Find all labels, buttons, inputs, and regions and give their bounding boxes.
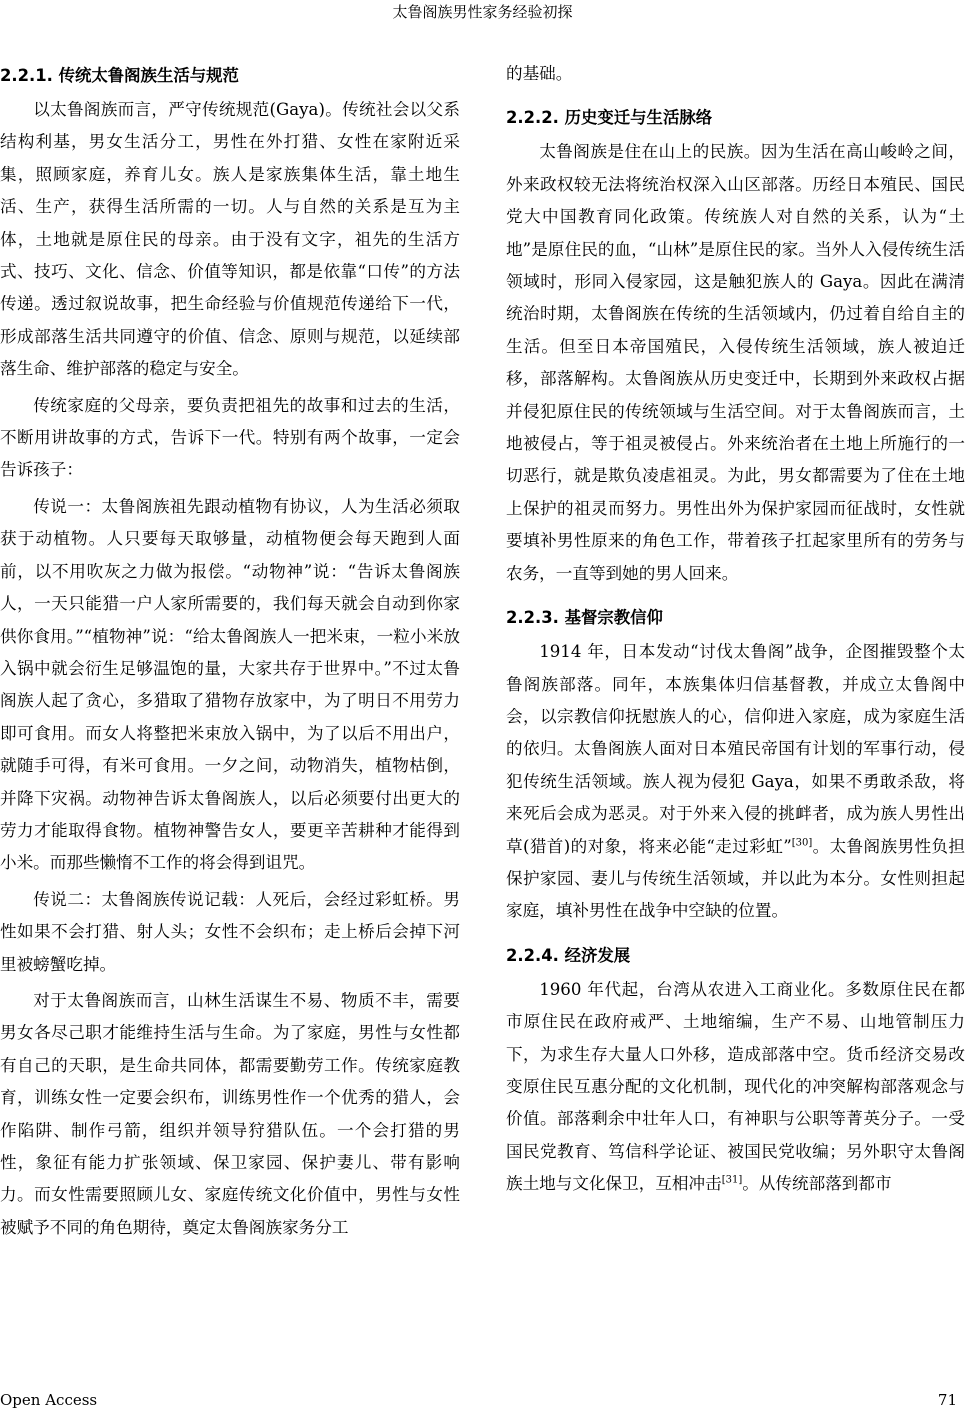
paragraph: 对于太鲁阁族而言，山林生活谋生不易、物质不丰，需要男女各尽己职才能维持生活与生命。为了家庭，男性与女性都有自己的天职，是生命共同体，都需要勤劳工作。传统家庭教育，训练女性一定要会织布，训练男性作一个优秀的猎人，会作陷阱、制作弓箭，组织并领导狩猎队伍。一个会打猎的男性，象征有能力扩张领域、保卫家园、保护妻儿、带有影响力。而女性需要照顾儿女、家庭传统文化价值中，男性与女性被赋予不同的角色期待，奠定太鲁阁族家务分工 [0,990,460,1237]
paragraph: 太鲁阁族是住在山上的民族。因为生活在高山峻岭之间，外来政权较无法将统治权深入山区部落。历经日本殖民、国民党大中国教育同化政策。传统族人对自然的关系，认为“土地”是原住民的血，“山林”是原住民的家。当外人入侵传统生活领域时，形同入侵家园，这是触犯族人的 Gaya。因此在满清统治时期，太鲁阁族在传统的生活领域内，仍过着自给自主的生活。但至日本帝国殖民，入侵传统生活领域，族人被迫迁移，部落解构。太鲁阁族从历史变迁中，长期到外来政权占据并侵犯原住民的传统领域与生活空间。对于太鲁阁族而言，土地被侵占，等于祖灵被侵占。外来统治者在土地上所施行的一切恶行，就是欺负凌虐祖灵。为此，男女都需要为了住在土地上保护的祖灵而努力。男性出外为保护家园而征战时，女性就要填补男性原来的角色工作，带着孩子扛起家里所有的劳务与农务，一直等到她的男人回来。 [506,142,965,583]
paragraph-text: 。从传统部落到都市 [742,1174,892,1194]
paragraph: 传统家庭的父母亲，要负责把祖先的故事和过去的生活，不断用讲故事的方式，告诉下一代。特别有两个故事，一定会告诉孩子： [0,395,460,480]
right-column [506,58,965,1201]
paragraph-text: 。太鲁阁族男性负担保护家园、妻儿与传统生活领域，并以此为本分。女性则担起家庭，填补男性在战争中空缺的位置。 [506,836,965,921]
running-header: 太鲁阁族男性家务经验初探 [392,3,573,21]
legend-one-paragraph: 传说一：太鲁阁族祖先跟动植物有协议，人为生活必须取获于动植物。人只要每天取够量，动植物便会每天跑到人面前，以不用吹灰之力做为报偿。“动物神”说：“告诉太鲁阁族人，一天只能猎一户人家所需要的，我们每天就会自动到你家供你食用。”“植物神”说：“给太鲁阁族人一把米束，一粒小米放入锅中就会衍生足够温饱的量，大家共存于世界中。”不过太鲁阁族人起了贪心，多猎取了猎物存放家中，为了明日不用劳力即可食用。而女人将整把米束放入锅中，为了以后不用出户，就随手可得，有米可食用。一夕之间，动物消失，植物枯倒，并降下灾祸。动物神告诉太鲁阁族人，以后必须要付出更大的劳力才能取得食物。植物神警告女人，要更辛苦耕种才能得到小米。而那些懒惰不工作的将会得到诅咒。 [0,496,460,873]
page-number: 71 [937,1391,957,1409]
paragraph [506,974,965,1201]
citation-reference[interactable]: [31] [721,1174,743,1186]
section-heading-2-2-4: 2.2.4. 经济发展 [506,945,631,965]
paragraph-text: 1914 年，日本发动“讨伐太鲁阁”战争，企图摧毁整个太鲁阁族部落。同年，本族集体归信基督教，并成立太鲁阁中会，以宗教信仰抚慰族人的心，信仰进入家庭，成为家庭生活的依归。太鲁阁族人面对日本殖民帝国有计划的军事行动，侵犯传统生活领域。族人视为侵犯 Gaya，如果不勇敢杀敌，将来死后会成为恶灵。对于外来入侵的挑衅者，成为族人男性出草(猎首)的对象，将来必能“走过彩虹” [506,642,965,856]
legend-two-paragraph: 传说二：太鲁阁族传说记载：人死后，会经过彩虹桥。男性如果不会打猎、射人头；女性不会织布；走上桥后会掉下河里被螃蟹吃掉。 [0,889,460,974]
paragraph [506,636,965,928]
paragraph-text: 1960 年代起，台湾从农进入工商业化。多数原住民在都市原住民在政府戒严、土地缩编，生产不易、山地管制压力下，为求生存大量人口外移，造成部落中空。货币经济交易改变原住民互惠分配的文化机制，现代化的冲突解构部落观念与价值。部落剩余中壮年人口，有神职与公职等菁英分子。一受国民党教育、笃信科学论证、被国民党收编；另外职守太鲁阁族土地与文化保卫，互相冲击 [506,979,965,1194]
section-heading-2-2-2: 2.2.2. 历史变迁与生活脉络 [506,108,713,128]
paragraph-continuation: 的基础。 [506,64,573,83]
section-heading-2-2-3: 2.2.3. 基督宗教信仰 [506,608,663,628]
citation-reference[interactable]: [30] [791,837,813,848]
journal-footer: Open Access [0,1391,98,1409]
paragraph: 以太鲁阁族而言，严守传统规范(Gaya)。传统社会以父系结构利基，男女生活分工，男性在外打猎、女性在家附近采集，照顾家庭，养育儿女。族人是家族集体生活，靠土地生活、生产，获得生活所需的一切。人与自然的关系是互为主体，土地就是原住民的母亲。由于没有文字，祖先的生活方式、技巧、文化、信念、价值等知识，都是依靠“口传”的方法传递。透过叙说故事，把生命经验与价值规范传递给下一代，形成部落生活共同遵守的价值、信念、原则与规范，以延续部落生命、维护部落的稳定与安全。 [0,100,460,379]
left-column [0,58,460,1244]
section-heading-2-2-1: 2.2.1. 传统太鲁阁族生活与规范 [0,66,239,85]
